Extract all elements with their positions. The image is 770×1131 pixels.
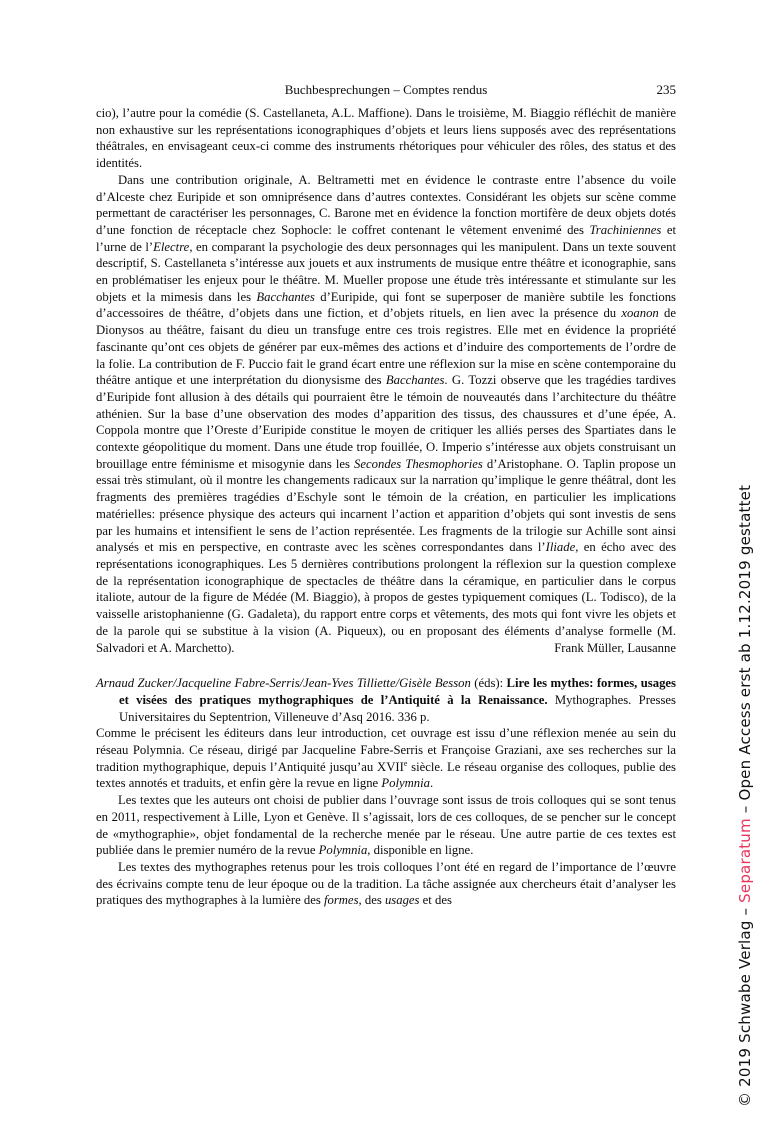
paragraph-text: Les textes que les auteurs ont choisi de publier dans l’ouvrage sont issus de trois colloques qui se sont tenus en 2011, respectivement à Lille, Lyon et Genève. Il s’agissait, lors de ces colloques, de se pencher sur le concept de «mythographie», objet fondamental de la recherche menée par le réseau. Une autre partie de ces textes est publiée dans le premier numéro de la revue Polymnia, disponible en ligne. bbox=[96, 793, 676, 858]
paragraph-text: cio), l’autre pour la comédie (S. Castellaneta, A.L. Maffione). Dans le troisième, M. Biaggio réfléchit de manière non exhaustive sur les représentations iconographiques d’objets et leurs liens supposés avec des représentations théâtrales, en envisageant ceux-ci comme des instruments rhétoriques pour véhiculer des rôles, des status et des identités. bbox=[96, 106, 676, 171]
review-paragraph bbox=[96, 725, 676, 792]
heading-text: Arnaud Zucker/Jacqueline Fabre-Serris/Jean-Yves Tilliette/Gisèle Besson (éds): Lire les mythes: formes, usages et visées des pratiques mythographiques de l’Antiquité à la Renaissance. Mythographes. Presses Universitaires du Septentrion, Villeneuve d’Asq 2016. 336 p. bbox=[96, 676, 676, 724]
running-header-title: Buchbesprechungen – Comptes rendus bbox=[284, 82, 488, 97]
book-reference-heading bbox=[96, 675, 676, 725]
running-header bbox=[96, 82, 676, 99]
page-number: 235 bbox=[656, 82, 676, 97]
separatum-label: Separatum bbox=[736, 818, 754, 903]
review-paragraph bbox=[96, 105, 676, 172]
review-paragraph bbox=[96, 792, 676, 859]
paragraph-text: Les textes des mythographes retenus pour les trois colloques l’ont été en regard de l’importance de l’œuvre des écrivains compte tenu de leur époque ou de la tradition. La tâche assignée aux chercheurs était d’analyser les pratiques des mythographes à la lumière des formes, des usages et des bbox=[96, 859, 676, 908]
reviewer-signature: Frank Müller, Lausanne bbox=[554, 640, 676, 655]
review-continued bbox=[96, 105, 676, 656]
open-access-text: – Open Access erst ab 1.12.2019 gestattet bbox=[736, 484, 754, 819]
paragraph-text: Comme le précisent les éditeurs dans leur introduction, cet ouvrage est issu d’une réflexion menée au sein du réseau Polymnia. Ce réseau, dirigé par Jacqueline Fabre-Serris et Françoise Graziani, axe ses recherches sur la tradition mythographique, depuis l’Antiquité jusqu’au XVIIe siècle. Le réseau organise des colloques, publie des textes annotés et traduits, et enfin gère la revue en ligne Polymnia. bbox=[96, 726, 676, 791]
review-paragraph bbox=[96, 859, 676, 909]
review-lire-les-mythes bbox=[96, 675, 676, 909]
page-body bbox=[96, 105, 676, 909]
copyright-sidebar bbox=[736, 485, 754, 1107]
review-paragraph bbox=[96, 172, 676, 656]
paragraph-text: Dans une contribution originale, A. Beltrametti met en évidence le contraste entre l’absence du voile d’Alceste chez Euripide et son omniprésence dans d’autres contextes. Considérant les objets sur scène comme permettant de caractériser les personnages, C. Barone met en évidence la fonction mortifère de deux objets dotés d’une fonction de réceptacle chez Sophocle: le coffret contenant le vêtement envenimé des Trachiniennes et l’urne de l’Electre, en comparant la psychologie des deux personnages qui les manipulent. Dans un texte souvent descriptif, S. Castellaneta s’intéresse aux jouets et aux instruments de musique entre théâtre et iconographie, sans en problématiser les enjeux pour le théâtre. M. Mueller propose une étude très intéressante et stimulante sur les objets et la mimesis dans les Bacchantes d’Euripide, qui font se superposer de manière subtile les fonctions d’accessoires de théâtre, d’objets dans une fiction, et d’objets rituels, en lien avec la présence du xoanon de Dionysos au théâtre, faisant du dieu un transfuge entre ces trois registres. Elle met en évidence la propriété fascinante qu’ont ces objets de générer par eux-mêmes des actions et d’induire des comportements de l’ordre de la folie. La contribution de F. Puccio fait le grand écart entre une réflexion sur la mise en scène contemporaine du théâtre antique et une interprétation du dionysisme des Bacchantes. G. Tozzi observe que les tragédies tardives d’Euripide font allusion à des détails qui pourraient être le témoin de nouveautés dans l’architecture du théâtre athénien. Sur la base d’une observation des modes d’apparition des tissus, des chaussures et d’une épée, A. Coppola montre que l’Oreste d’Euripide constitue le moyen de critiquer les alliés perses des Spartiates dans le contexte géopolitique du moment. Dans une étude trop fouillée, O. Imperio s’intéresse aux objets construisant un brouillage entre féminisme et misogynie dans les Secondes Thesmophories d’Aristophane. O. Taplin propose un essai très stimulant, où il montre les changements radicaux sur la narration qu’implique le genre théâtral, dont les fragments des premières tragédies d’Eschyle sont le témoin de la création, en particulier les implications matérielles: présence physique des acteurs qui incarnent l’action et apparition d’objets qui sont investis de sens par les humains et intensifient le sens de l’action représentée. Les fragments de la trilogie sur Achille sont ainsi analysés et mis en perspective, en contraste avec les scènes correspondantes dans l’Iliade, en écho avec des représentations iconographiques. Les 5 dernières contributions prolongent la réflexion sur la question complexe de la représentation iconographique de spectacles de théâtre dans la céramique, en particulier dans le corpus italiote, autour de la figure de Médée (M. Biaggio), à propos de gestes typiquement comiques (L. Todisco), de la vaisselle aristophanienne (G. Gadaleta), du rapport entre corps et vêtements, des mots qui font vivre les objets et de la parole qui se substitue à la vision (A. Piqueux), ou en proposant des éléments d’analyse formelle (M. Salvadori et A. Marchetto). bbox=[96, 172, 677, 655]
copyright-text: © 2019 Schwabe Verlag – bbox=[736, 902, 754, 1107]
